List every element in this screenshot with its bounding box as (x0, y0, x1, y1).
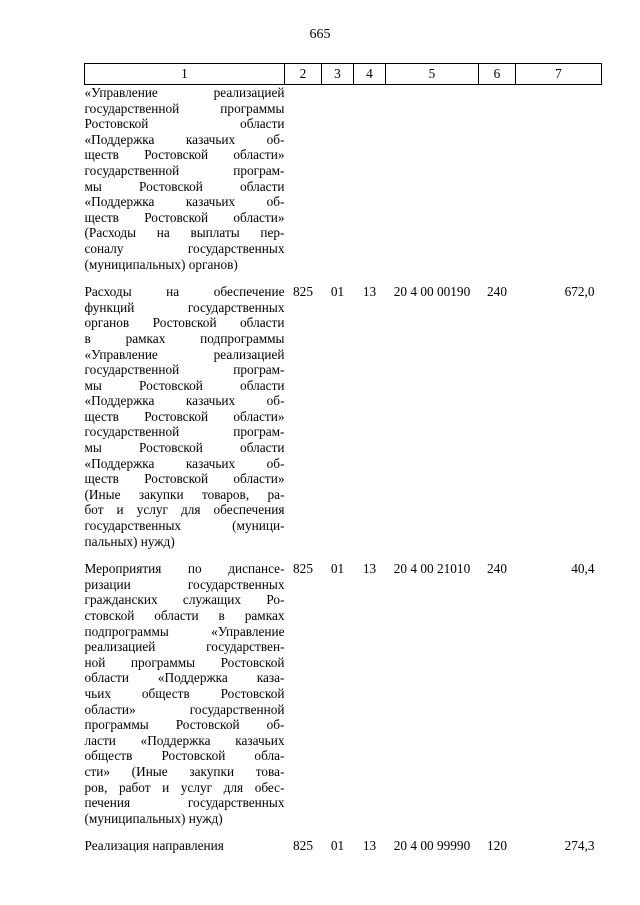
description-line: бот и услуг для обеспечения (84, 502, 285, 518)
row-target-article: 20 4 00 21010 (393, 561, 471, 577)
description-line: «Поддержка казачьих об- (84, 131, 285, 147)
description-line: (Расходы на выплаты пер- (84, 225, 285, 241)
table-row (85, 85, 602, 273)
description-line: государственных (муници- (84, 518, 285, 534)
row-subsection: 13 (362, 561, 377, 577)
row-expense-type: 120 (487, 838, 507, 854)
row-amount: 274,3 (564, 838, 595, 854)
description-line: (муниципальных) органов) (84, 256, 238, 272)
row-expense-type: 240 (487, 284, 507, 300)
row-spacer-cell (85, 272, 602, 284)
row-spacer (85, 549, 602, 561)
table-row (85, 838, 602, 854)
description-line: ризации государственных (84, 576, 285, 592)
description-line: государственной програм- (84, 162, 285, 178)
description-line: Мероприятия по диспансе- (84, 561, 285, 577)
column-header-6: 6 (479, 64, 516, 85)
description-line: «Поддержка казачьих об- (84, 393, 285, 409)
table-row (85, 561, 602, 826)
description-line: государственной программы Ростовской области (84, 100, 285, 132)
page-number: 665 (309, 27, 331, 42)
row-admin-code: 825 (293, 284, 313, 300)
column-header-4: 4 (354, 64, 386, 85)
row-description (85, 85, 285, 273)
description-line: Расходы на обеспечение (84, 284, 285, 300)
description-line: органов Ростовской области (84, 315, 285, 331)
row-spacer (85, 826, 602, 838)
description-line: функций государственных (84, 299, 285, 315)
row-description (85, 561, 285, 826)
description-line: гражданских служащих Ро- (84, 592, 285, 608)
column-header-3: 3 (322, 64, 354, 85)
row-admin-code: 825 (293, 838, 313, 854)
row-target-article: 20 4 00 00190 (393, 284, 471, 300)
row-subsection: 13 (362, 284, 377, 300)
description-line: мы Ростовской области (84, 377, 285, 393)
column-header-5: 5 (386, 64, 479, 85)
row-description (85, 838, 285, 854)
description-line: Реализация направления (84, 838, 224, 854)
description-line: ной программы Ростовской (84, 654, 285, 670)
row-section: 01 (330, 284, 345, 300)
description-line: (муниципальных) нужд) (84, 810, 223, 826)
table-row (85, 284, 602, 549)
row-spacer-cell (85, 549, 602, 561)
description-line: реализацией государствен- (84, 639, 285, 655)
row-amount: 40,4 (571, 561, 595, 577)
row-expense-type (479, 85, 516, 273)
row-amount (516, 85, 602, 273)
row-expense-type: 240 (487, 561, 507, 577)
description-line: «Поддержка казачьих об- (84, 194, 285, 210)
description-line: печения государственных (84, 795, 285, 811)
description-line: обществ Ростовской обла- (84, 748, 285, 764)
row-section (322, 85, 354, 273)
description-line: пальных) нужд) (84, 533, 175, 549)
column-header-2: 2 (285, 64, 322, 85)
description-line: соналу государственных (84, 240, 285, 256)
description-line: подпрограммы «Управление (84, 623, 285, 639)
row-spacer (85, 272, 602, 284)
description-line: чьих обществ Ростовской (84, 685, 285, 701)
row-description (85, 284, 285, 549)
description-line: сти» (Иные закупки това- (84, 763, 285, 779)
row-target-article: 20 4 00 99990 (393, 838, 471, 854)
description-line: «Управление реализацией (84, 85, 285, 100)
row-admin-code: 825 (293, 561, 313, 577)
description-line: ществ Ростовской области» (84, 147, 285, 163)
description-line: ществ Ростовской области» (84, 209, 285, 225)
budget-table (84, 63, 602, 854)
description-line: ществ Ростовской области» (84, 408, 285, 424)
row-subsection (354, 85, 386, 273)
description-line: мы Ростовской области (84, 178, 285, 194)
row-amount: 672,0 (564, 284, 595, 300)
description-line: области» государственной (84, 701, 285, 717)
description-line: «Управление реализацией (84, 346, 285, 362)
row-spacer-cell (85, 826, 602, 838)
description-line: стовской области в рамках (84, 608, 285, 623)
row-section: 01 (330, 561, 345, 577)
description-line: мы Ростовской области (84, 440, 285, 456)
description-line: ров, работ и услуг для обес- (84, 779, 285, 795)
row-admin-code (285, 85, 322, 273)
description-line: (Иные закупки товаров, ра- (84, 486, 285, 502)
description-line: «Поддержка казачьих об- (84, 455, 285, 471)
column-header-7: 7 (516, 64, 602, 85)
description-line: программы Ростовской об- (84, 717, 285, 733)
description-line: в рамках подпрограммы (84, 330, 285, 346)
description-line: государственной програм- (84, 424, 285, 440)
description-line: государственной програм- (84, 362, 285, 378)
table-header-row (85, 64, 602, 85)
description-line: области «Поддержка каза- (84, 670, 285, 686)
row-subsection: 13 (362, 838, 377, 854)
row-section: 01 (330, 838, 345, 854)
row-target-article (386, 85, 479, 273)
column-header-1: 1 (85, 64, 285, 85)
description-line: ласти «Поддержка казачьих (84, 732, 285, 748)
description-line: ществ Ростовской области» (84, 471, 285, 487)
